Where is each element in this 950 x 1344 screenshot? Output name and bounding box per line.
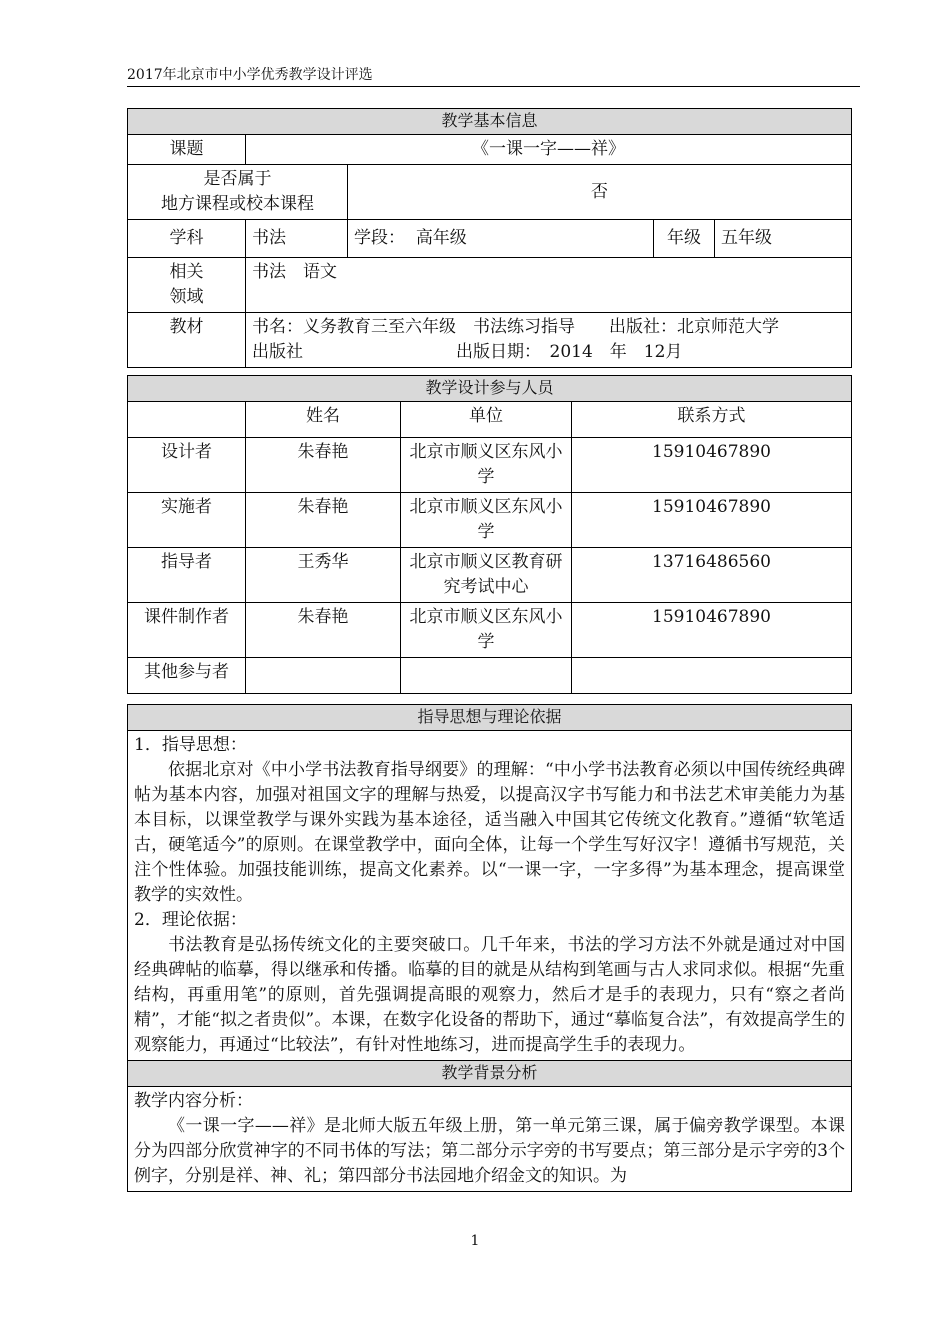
- org-cell: 北京市顺义区东风小学: [401, 603, 572, 658]
- field-value: 书法 语文: [246, 258, 852, 313]
- name-cell: 朱春艳: [246, 438, 401, 493]
- column-header-name: 姓名: [246, 402, 401, 438]
- theory-content: [128, 731, 852, 1061]
- column-header-org: 单位: [401, 402, 572, 438]
- page-header: 2017年北京市中小学优秀教学设计评选: [127, 64, 860, 87]
- material-value: [246, 313, 852, 368]
- background-content: [128, 1087, 852, 1192]
- subject-value: 书法: [246, 220, 348, 258]
- theory-basis-text: 书法教育是弘扬传统文化的主要突破口。几千年来，书法的学习方法不外就是通过对中国经典碑帖的临摹，得以继承和传播。临摹的目的就是从结构到笔画与古人求同求似。根据“先重结构，再重用笔”的原则，首先强调提高眼的观察力，然后才是手的表现力，只有“察之者尚精”，才能“拟之者贵似”。本课，在数字化设备的帮助下，通过“摹临复合法”，有效提高学生的观察能力，再通过“比较法”，有针对性地练习，进而提高学生手的表现力。: [134, 935, 845, 1055]
- material-line1: 书名：义务教育三至六年级 书法练习指导 出版社：北京师范大学: [252, 317, 779, 337]
- field-label-line1: 相关: [169, 262, 204, 282]
- table-row: [128, 658, 852, 694]
- role-cell: 实施者: [128, 493, 246, 548]
- participants-header-empty: [128, 402, 246, 438]
- field-label-line2: 领域: [169, 287, 204, 307]
- stage-cell: [348, 220, 654, 258]
- local-course-value: 否: [348, 165, 852, 220]
- org-cell: [401, 658, 572, 694]
- role-cell: 其他参与者: [128, 658, 246, 694]
- name-cell: [246, 658, 401, 694]
- phone-cell: [572, 658, 852, 694]
- subject-label: 学科: [128, 220, 246, 258]
- basic-info-table: [127, 108, 852, 368]
- name-cell: 朱春艳: [246, 493, 401, 548]
- background-title: 教学背景分析: [128, 1061, 852, 1087]
- theory-title: 指导思想与理论依据: [128, 705, 852, 731]
- theory-basis-heading: 2．理论依据：: [134, 910, 247, 930]
- material-line2: 出版社 出版日期： 2014 年 12月: [252, 342, 683, 362]
- material-label: 教材: [128, 313, 246, 368]
- participants-table: [127, 375, 852, 694]
- table-row: [128, 438, 852, 493]
- stage-label: 学段：: [354, 228, 405, 248]
- phone-cell: 15910467890: [572, 493, 852, 548]
- content-analysis-heading: 教学内容分析：: [134, 1091, 253, 1111]
- role-cell: 课件制作者: [128, 603, 246, 658]
- grade-value: 五年级: [715, 220, 852, 258]
- content-analysis-text: 《一课一字——祥》是北师大版五年级上册，第一单元第三课，属于偏旁教学课型。本课分为四部分欣赏神字的不同书体的写法；第二部分示字旁的书写要点；第三部分是示字旁的3个例字，分别是祥、神、礼；第四部分书法园地介绍金文的知识。为: [134, 1116, 845, 1186]
- local-label-line2: 地方课程或校本课程: [161, 194, 314, 214]
- guiding-thought-heading: 1．指导思想：: [134, 735, 247, 755]
- local-course-label: [128, 165, 348, 220]
- field-label: [128, 258, 246, 313]
- name-cell: 朱春艳: [246, 603, 401, 658]
- table-row: [128, 603, 852, 658]
- name-cell: 王秀华: [246, 548, 401, 603]
- role-cell: 设计者: [128, 438, 246, 493]
- theory-table: [127, 704, 852, 1192]
- guiding-thought-text: 依据北京对《中小学书法教育指导纲要》的理解：“中小学书法教育必须以中国传统经典碑帖为基本内容，加强对祖国文字的理解与热爱，以提高汉字书写能力和书法艺术审美能力为基本目标，以课堂教学与课外实践为基本途径，适当融入中国其它传统文化教育。”遵循“软笔适古，硬笔适今”的原则。在课堂教学中，面向全体，让每一个学生写好汉字！遵循书写规范，关注个性体验。加强技能训练，提高文化素养。以“一课一字，一字多得”为基本理念，提高课堂教学的实效性。: [134, 760, 845, 905]
- basic-info-title: 教学基本信息: [128, 109, 852, 135]
- column-header-contact: 联系方式: [572, 402, 852, 438]
- phone-cell: 15910467890: [572, 438, 852, 493]
- local-label-line1: 是否属于: [203, 169, 272, 189]
- page-number: 1: [470, 1233, 480, 1249]
- table-row: [128, 548, 852, 603]
- stage-value: 高年级: [415, 228, 467, 248]
- phone-cell: 15910467890: [572, 603, 852, 658]
- table-row: [128, 493, 852, 548]
- org-cell: 北京市顺义区东风小学: [401, 493, 572, 548]
- org-cell: 北京市顺义区东风小学: [401, 438, 572, 493]
- org-cell: 北京市顺义区教育研究考试中心: [401, 548, 572, 603]
- phone-cell: 13716486560: [572, 548, 852, 603]
- topic-label: 课题: [128, 135, 246, 165]
- topic-value: 《一课一字——祥》: [246, 135, 852, 165]
- participants-title: 教学设计参与人员: [128, 376, 852, 402]
- grade-label: 年级: [654, 220, 715, 258]
- role-cell: 指导者: [128, 548, 246, 603]
